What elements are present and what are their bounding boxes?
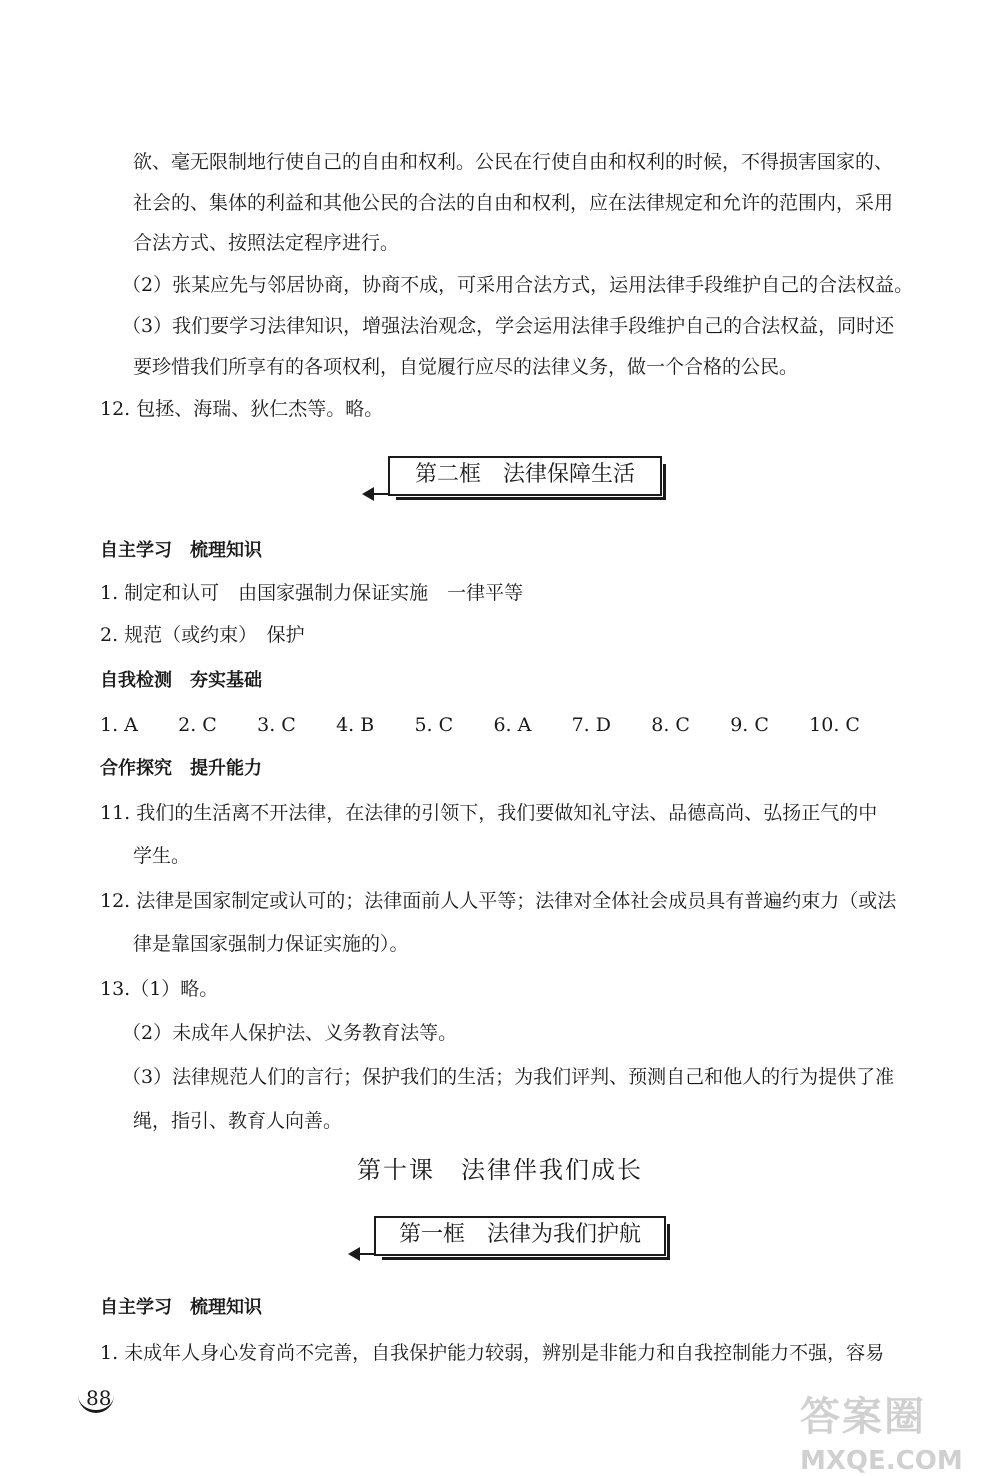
answer-item: 4. B (336, 714, 375, 736)
answer-item: 10. C (809, 714, 860, 736)
text-line: 要珍惜我们所享有的各项权利，自觉履行应尽的法律义务，做一个合格的公民。 (133, 356, 799, 378)
section-heading: 合作探究 提升能力 (100, 758, 262, 779)
answer-row (100, 712, 860, 738)
text-line: 社会的、集体的利益和其他公民的合法的自由和权利，应在法律规定和允许的范围内，采用 (133, 192, 894, 214)
text-line: 1. 制定和认可 由国家强制力保证实施 一律平等 (100, 582, 524, 604)
section-box-label: 第二框 法律保障生活 (414, 462, 635, 487)
text-line: （3）我们要学习法律知识，增强法治观念，学会运用法律手段维护自己的合法权益，同时还 (122, 315, 895, 337)
text-line: （3）法律规范人们的言行；保护我们的生活；为我们评判、预测自己和他人的行为提供了准 (122, 1066, 895, 1088)
text-line: 绳，指引、教育人向善。 (133, 1110, 343, 1132)
section-box-label: 第一框 法律为我们护航 (398, 1222, 641, 1247)
page-number: 88 (86, 1386, 112, 1410)
section-box-heading (388, 456, 662, 496)
text-line: 13.（1）略。 (100, 978, 219, 1000)
text-line: 12. 法律是国家制定或认可的；法律面前人人平等；法律对全体社会成员具有普遍约束力（或法 (100, 890, 897, 912)
chapter-title: 第十课 法律伴我们成长 (357, 1156, 643, 1184)
text-line: 律是靠国家强制力保证实施的）。 (133, 933, 409, 955)
text-line: （2）张某应先与邻居协商，协商不成，可采用合法方式，运用法律手段维护自己的合法权益。 (122, 274, 914, 296)
text-line: 2. 规范（或约束） 保护 (100, 624, 305, 646)
section-heading: 自主学习 梳理知识 (100, 540, 262, 561)
text-line: 1. 未成年人身心发育尚不完善，自我保护能力较弱，辨别是非能力和自我控制能力不强，容易 (100, 1342, 885, 1364)
text-line: 12. 包拯、海瑞、狄仁杰等。略。 (100, 398, 384, 420)
answer-item: 9. C (730, 714, 769, 736)
text-line: 学生。 (133, 845, 191, 867)
watermark-logo-text: 答案圈 (800, 1394, 926, 1440)
answer-item: 6. A (493, 714, 532, 736)
watermark (800, 1385, 963, 1476)
section-box-heading (374, 1216, 666, 1256)
answer-item: 5. C (414, 714, 454, 736)
answer-item: 1. A (100, 714, 138, 736)
answer-item: 2. C (178, 714, 217, 736)
answer-item: 7. D (571, 714, 611, 736)
answer-item: 3. C (257, 714, 296, 736)
text-line: 合法方式、按照法定程序进行。 (133, 232, 400, 254)
section-heading: 自主学习 梳理知识 (100, 1297, 262, 1318)
section-heading: 自我检测 夯实基础 (100, 670, 262, 691)
text-line: 欲、毫无限制地行使自己的自由和权利。公民在行使自由和权利的时候，不得损害国家的、 (133, 151, 894, 173)
text-line: （2）未成年人保护法、义务教育法等。 (122, 1022, 458, 1044)
watermark-url: MXQE.COM (800, 1446, 963, 1476)
answer-item: 8. C (651, 714, 690, 736)
text-line: 11. 我们的生活离不开法律，在法律的引领下，我们要做知礼守法、品德高尚、弘扬正气的中 (100, 802, 878, 824)
